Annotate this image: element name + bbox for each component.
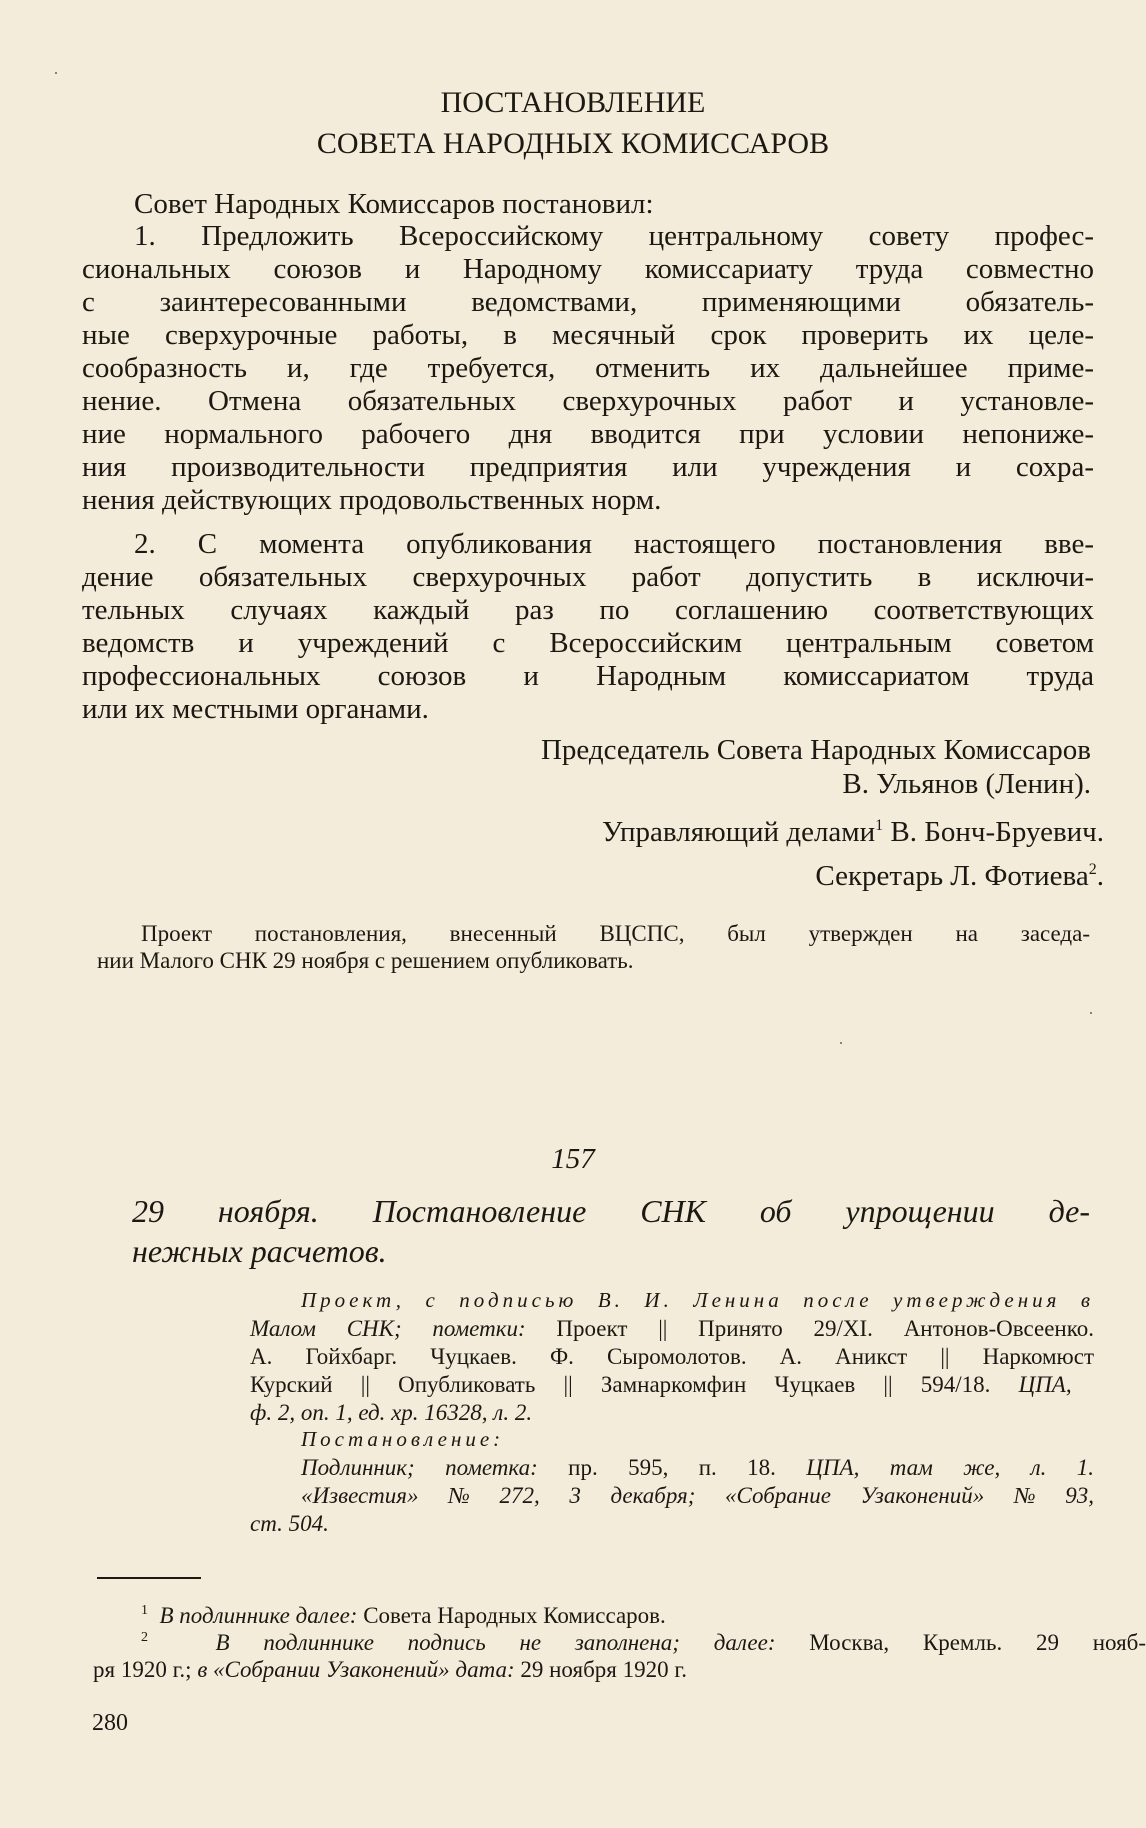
source-line-1: Проект, с подписью В. И. Ленина после утверждения в [301, 1288, 1094, 1312]
footnote-2-cont: ря 1920 г.; в «Собрании Узаконений» дата: 29 ноября 1920 г. [93, 1657, 687, 1682]
footnote-ref-2: 2 [1088, 861, 1097, 879]
paragraph-1-line: сиональных союзов и Народному комиссариату труда совместно [82, 253, 1094, 285]
paragraph-1-line: ние нормального рабочего дня вводится при условии непониже- [82, 418, 1094, 450]
draft-note-line: Проект постановления, внесенный ВЦСПС, был утвержден на заседа- [141, 921, 1090, 946]
paragraph-1-line: ные сверхурочные работы, в месячный срок проверить их целе- [82, 319, 1094, 351]
resolution-intro: Совет Народных Комиссаров постановил: [134, 188, 654, 220]
entry-heading-line: нежных расчетов. [132, 1233, 387, 1269]
resolution-title-line1: ПОСТАНОВЛЕНИЕ [440, 86, 706, 119]
page-number: 280 [92, 1710, 128, 1736]
paragraph-1-line: нение. Отмена обязательных сверхурочных работ и установле- [82, 385, 1094, 417]
draft-note-line: нии Малого СНК 29 ноября с решением опубликовать. [97, 948, 634, 973]
entry-heading-line: 29 ноября. Постановление СНК об упрощении де- [132, 1193, 1090, 1229]
footnote-divider [97, 1577, 201, 1579]
manager-signature [602, 816, 1104, 849]
source-line-6: Постановление: [301, 1427, 505, 1451]
paragraph-2-line: ведомств и учреждений с Всероссийским центральным советом [82, 627, 1094, 659]
speck [840, 1042, 842, 1044]
footnote-1: $^1$ В подлиннике далее: Совета Народных Комиссаров. [141, 1603, 666, 1628]
paragraph-1-line: 1. Предложить Всероссийскому центральному совету профес- [134, 220, 1094, 252]
source-line-5: ф. 2, оп. 1, ед. хр. 16328, л. 2. [250, 1400, 533, 1425]
paragraph-2-line: или их местными органами. [82, 693, 429, 725]
paragraph-1-line: нения действующих продовольственных норм. [82, 484, 662, 516]
speck [1090, 1012, 1092, 1014]
source-line-7: Подлинник; пометка: пр. 595, п. 18. ЦПА, там же, л. 1. [301, 1455, 1095, 1480]
manager-title: Управляющий делами [602, 816, 876, 848]
secretary-text: Секретарь Л. Фотиева [815, 860, 1089, 892]
chair-name: В. Ульянов (Ленин). [842, 768, 1091, 800]
source-line-8: «Известия» № 272, 3 декабря; «Собрание Узаконений» № 93, [301, 1483, 1094, 1508]
source-line-9: ст. 504. [250, 1511, 329, 1536]
source-line-3: А. Гойхбарг. Чуцкаев. Ф. Сыромолотов. А. Аникст || Наркомюст [250, 1344, 1094, 1369]
secretary-signature: Секретарь Л. Фотиева$^2$. [815, 860, 1104, 892]
speck [55, 72, 57, 74]
resolution-title-line2: СОВЕТА НАРОДНЫХ КОМИССАРОВ [316, 127, 830, 160]
paragraph-1-line: с заинтересованными ведомствами, применяющими обязатель- [82, 286, 1094, 318]
paragraph-2-line: профессиональных союзов и Народным комиссариатом труда [82, 660, 1094, 692]
paragraph-2-line: тельных случаях каждый раз по соглашению соответствующих [82, 594, 1094, 626]
footnote-ref-1: 1 [875, 817, 884, 835]
footnote-2: $^2$ В подлиннике подпись не заполнена; далее: Москва, Кремль. 29 нояб- [141, 1630, 1146, 1655]
source-line-4: Курский || Опубликовать || Замнаркомфин Чуцкаев || 594/18. ЦПА, [250, 1372, 1072, 1397]
paragraph-2-line: 2. С момента опубликования настоящего постановления вве- [134, 528, 1094, 560]
chair-title: Председатель Совета Народных Комиссаров [540, 734, 1091, 766]
entry-number: 157 [551, 1143, 595, 1175]
paragraph-2-line: дение обязательных сверхурочных работ допустить в исключи- [82, 561, 1094, 593]
source-line-2: Малом СНК; пометки: Проект || Принято 29/XI. Антонов-Овсеенко. [250, 1316, 1094, 1341]
paragraph-1-line: ния производительности предприятия или учреждения и сохра- [82, 451, 1094, 483]
manager-name: В. Бонч-Бруевич. [883, 816, 1104, 848]
paragraph-1-line: сообразность и, где требуется, отменить их дальнейшее приме- [82, 352, 1094, 384]
